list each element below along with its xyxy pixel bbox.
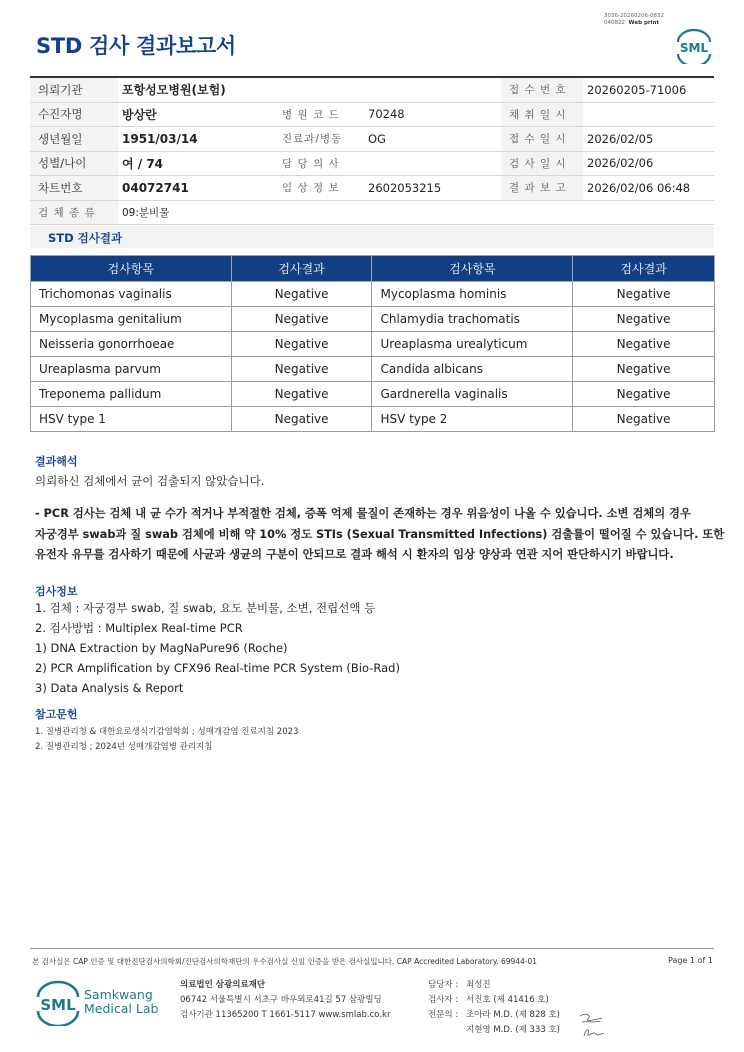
info-row bbox=[30, 176, 714, 201]
info-value: 2026/02/06 06:48 bbox=[583, 176, 714, 201]
test-item: HSV type 1 bbox=[31, 407, 232, 432]
result-row bbox=[31, 332, 715, 357]
patient-info-table bbox=[30, 76, 714, 225]
test-item: Ureaplasma urealyticum bbox=[372, 332, 573, 357]
result-value: Negative bbox=[573, 282, 715, 307]
info-label: 생년월일 bbox=[30, 127, 118, 152]
test-item: Ureaplasma parvum bbox=[31, 357, 232, 382]
test-item: Neisseria gonorrhoeae bbox=[31, 332, 232, 357]
result-row bbox=[31, 357, 715, 382]
result-value: Negative bbox=[573, 307, 715, 332]
info-value bbox=[364, 151, 501, 176]
interpretation-summary: 의뢰하신 검체에서 균이 검출되지 않았습니다. bbox=[35, 474, 265, 488]
result-value: Negative bbox=[231, 407, 372, 432]
info-value bbox=[364, 77, 501, 102]
info-label: 결 과 보 고 bbox=[501, 176, 583, 201]
col-header-test-item: 검사항목 bbox=[31, 256, 232, 282]
test-info-title: 검사정보 bbox=[35, 585, 78, 598]
interpretation-title: 결과해석 bbox=[35, 455, 78, 468]
info-row-specimen bbox=[30, 200, 714, 225]
test-info-list: 1. 검체 : 자궁경부 swab, 질 swab, 요도 분비물, 소변, 전립선액 등 2. 검사방법 : Multiplex Real-time PCR 1) DNA Extraction by MagNaPure96 (Roche) 2) PCR Amplification by CFX96 Real-time PCR System (Bio-Rad) 3) Data Analysis & Report bbox=[35, 601, 400, 695]
result-row bbox=[31, 407, 715, 432]
info-label: 검 사 일 시 bbox=[501, 151, 583, 176]
info-value bbox=[583, 102, 714, 127]
info-label: 수진자명 bbox=[30, 102, 118, 127]
info-value: 1951/03/14 bbox=[118, 127, 278, 152]
result-value: Negative bbox=[231, 332, 372, 357]
info-label: 병 원 코 드 bbox=[278, 102, 364, 127]
info-label: 채 취 일 시 bbox=[501, 102, 583, 127]
test-item: Chlamydia trachomatis bbox=[372, 307, 573, 332]
result-row bbox=[31, 282, 715, 307]
info-row bbox=[30, 77, 714, 102]
info-value: 포항성모병원(보험) bbox=[118, 77, 278, 102]
info-label: 차트번호 bbox=[30, 176, 118, 201]
info-value: 2026/02/06 bbox=[583, 151, 714, 176]
page-number: Page 1 of 1 bbox=[668, 956, 713, 965]
references-list: 1. 질병관리청 & 대한요로생식기감염학회 ; 성매개감염 진료지침 2023 2. 질병관리청 ; 2024년 성매개감염병 관리지침 bbox=[35, 727, 299, 752]
test-item: Mycoplasma hominis bbox=[372, 282, 573, 307]
interpretation-paragraph: - PCR 검사는 검체 내 균 수가 적거나 부적절한 검체, 증폭 억제 물질이 존재하는 경우 위음성이 나올 수 있습니다. 소변 검체의 경우 자궁경부 swab과 질 swab 검체에 비해 약 10% 정도 STIs (Sexual Transmitted Infections) 검출률이 떨어질 수 있습니다. 또한 유전자 유무를 검사하기 때문에 사균과 생균의 구분이 안되므로 결과 해석 시 환자의 임상 양상과 연관 지어 판단하시기 바랍니다. bbox=[35, 507, 725, 561]
info-row bbox=[30, 127, 714, 152]
result-value: Negative bbox=[231, 382, 372, 407]
info-value: 여 / 74 bbox=[118, 151, 278, 176]
logo-text: SML bbox=[679, 41, 709, 55]
test-item: Trichomonas vaginalis bbox=[31, 282, 232, 307]
footer-organization: 의료법인 삼광의료재단 06742 서울특별시 서초구 바우뫼로41길 57 삼광빌딩 검사기관 11365200 T 1661-5117 www.smlab.co.kr bbox=[180, 980, 391, 1020]
info-label: 의뢰기관 bbox=[30, 77, 118, 102]
sml-logo bbox=[674, 28, 714, 64]
info-value: 방상란 bbox=[118, 102, 278, 127]
test-item: Candida albicans bbox=[372, 357, 573, 382]
info-value: OG bbox=[364, 127, 501, 152]
info-label: 접 수 일 시 bbox=[501, 127, 583, 152]
info-value: 04072741 bbox=[118, 176, 278, 201]
references-title: 참고문헌 bbox=[35, 708, 78, 721]
col-header-test-item-2: 검사항목 bbox=[372, 256, 573, 282]
info-value: 2602053215 bbox=[364, 176, 501, 201]
result-value: Negative bbox=[573, 332, 715, 357]
result-value: Negative bbox=[231, 307, 372, 332]
results-section-header bbox=[30, 226, 714, 248]
specimen-value: 09:분비물 bbox=[118, 200, 714, 225]
signature-mark bbox=[578, 1010, 608, 1040]
test-item: Treponema pallidum bbox=[31, 382, 232, 407]
test-item: HSV type 2 bbox=[372, 407, 573, 432]
result-value: Negative bbox=[573, 407, 715, 432]
info-row bbox=[30, 151, 714, 176]
info-value: 20260205-71006 bbox=[583, 77, 714, 102]
document-code: 3036-20260206-0832 040822 Web print bbox=[604, 13, 664, 26]
footer-divider bbox=[30, 948, 714, 949]
footer-staff: 담당자 : 최성진 검사자 : 서진호 (제 41416 호) 전문의 : 조아라 M.D. (제 828 호) 지현영 M.D. (제 333 호) bbox=[428, 980, 561, 1035]
result-value: Negative bbox=[573, 357, 715, 382]
info-label bbox=[278, 77, 364, 102]
test-item: Gardnerella vaginalis bbox=[372, 382, 573, 407]
test-item: Mycoplasma genitalium bbox=[31, 307, 232, 332]
result-row bbox=[31, 307, 715, 332]
result-value: Negative bbox=[231, 282, 372, 307]
result-value: Negative bbox=[231, 357, 372, 382]
info-label: 임 상 정 보 bbox=[278, 176, 364, 201]
info-row bbox=[30, 102, 714, 127]
footer-logo-text: SML bbox=[40, 996, 76, 1014]
result-row bbox=[31, 382, 715, 407]
result-value: Negative bbox=[573, 382, 715, 407]
info-label: 성별/나이 bbox=[30, 151, 118, 176]
col-header-result: 검사결과 bbox=[231, 256, 372, 282]
results-section-title: STD 검사결과 bbox=[48, 231, 123, 245]
specimen-label: 검 체 종 류 bbox=[30, 200, 118, 225]
info-value: 70248 bbox=[364, 102, 501, 127]
info-label: 진료과/병동 bbox=[278, 127, 364, 152]
col-header-result-2: 검사결과 bbox=[573, 256, 715, 282]
footer-sml-logo bbox=[34, 980, 82, 1026]
info-label: 접 수 번 호 bbox=[501, 77, 583, 102]
accreditation-note: 본 검사실은 CAP 인증 및 대한진단검사의학회/진단검사의학재단의 우수검사실 신임 인증을 받은 검사실입니다. CAP Accredited Laboratory. 69944-01 bbox=[32, 957, 538, 966]
footer-brand: Samkwang Medical Lab bbox=[84, 987, 159, 1016]
info-label: 담 당 의 사 bbox=[278, 151, 364, 176]
std-results-table bbox=[30, 255, 715, 432]
info-value: 2026/02/05 bbox=[583, 127, 714, 152]
page-title: STD 검사 결과보고서 bbox=[36, 34, 236, 58]
